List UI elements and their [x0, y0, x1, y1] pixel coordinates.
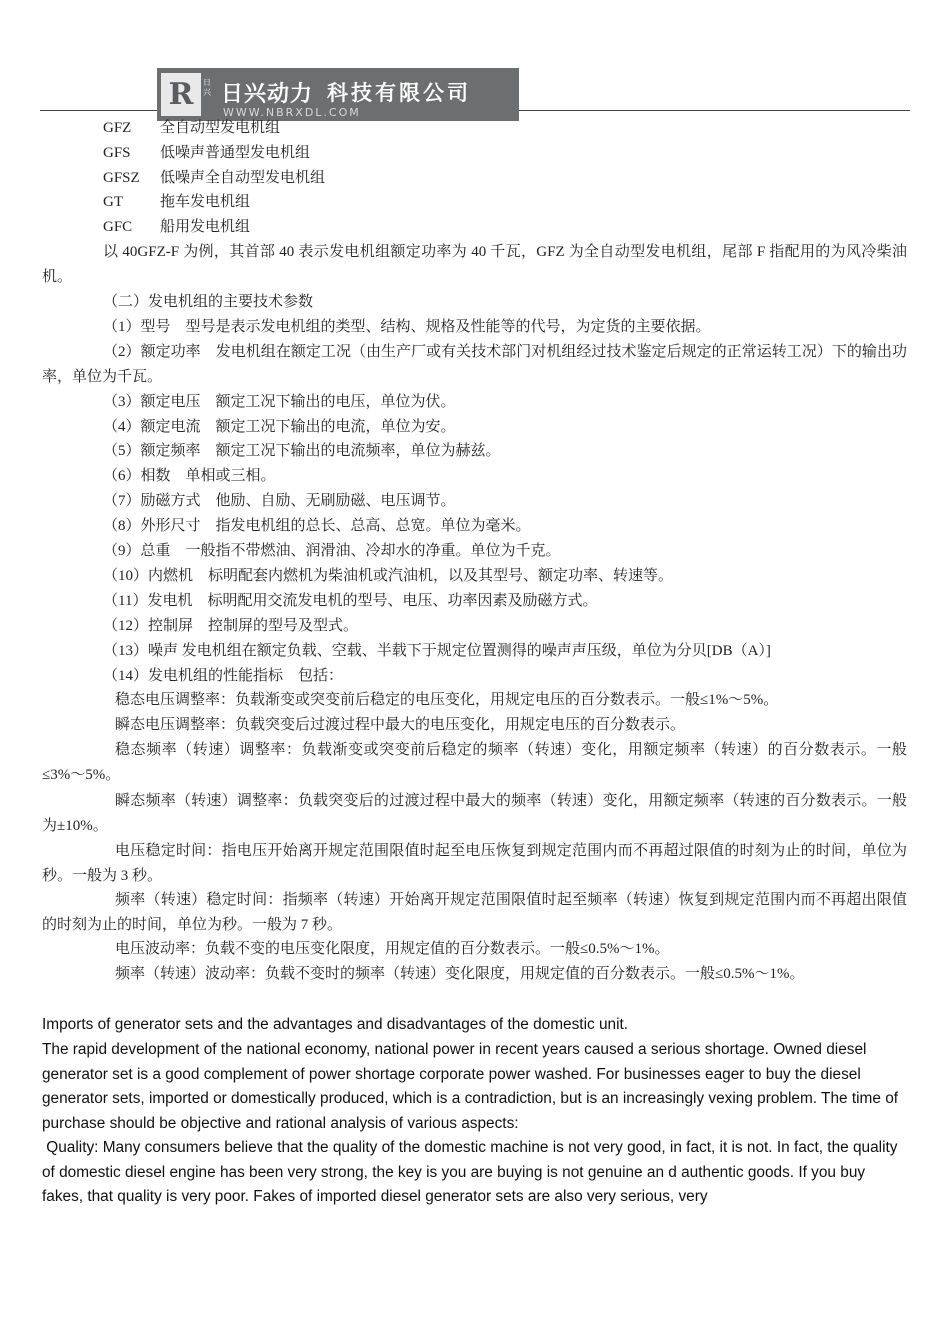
type-desc: 全自动型发电机组	[160, 120, 281, 136]
performance-metric: 瞬态频率（转速）调整率：负载突变后的过渡过程中最大的频率（转速）变化，用额定频率（转速的百分数表示。一般为±10%。	[42, 793, 907, 834]
performance-metric: 瞬态电压调整率：负载突变后过渡过程中最大的电压变化，用规定电压的百分数表示。	[115, 717, 686, 733]
type-desc: 拖车发电机组	[160, 194, 251, 210]
type-code: GFC	[103, 219, 133, 235]
param-item: （6）相数 单相或三相。	[103, 468, 276, 484]
param-item: （2）额定功率 发电机组在额定工况（由生产厂或有关技术部门对机组经过技术鉴定后规定的正常运转工况）下的输出功率，单位为千瓦。	[42, 344, 907, 385]
performance-metric: 电压稳定时间：指电压开始离开规定范围限值时起至电压恢复到规定范围内而不再超过限值的时刻为止的时间，单位为秒。一般为 3 秒。	[42, 843, 907, 884]
type-row	[103, 168, 325, 188]
param-item: （3）额定电压 额定工况下输出的电压，单位为伏。	[103, 394, 456, 410]
logo-url: WWW.NBRXDL.COM	[223, 106, 361, 119]
english-title: Imports of generator sets and the advantages and disadvantages of the domestic unit.	[42, 1016, 629, 1033]
logo-mark: R	[161, 73, 201, 116]
type-code: GT	[103, 194, 123, 210]
logo-brand-name: 日兴动力	[221, 82, 314, 107]
type-code: GFSZ	[103, 170, 140, 186]
type-row	[103, 217, 250, 237]
type-desc: 船用发电机组	[160, 219, 251, 235]
param-item: （12）控制屏 控制屏的型号及型式。	[103, 618, 359, 634]
company-logo	[157, 68, 519, 121]
type-code: GFZ	[103, 120, 132, 136]
section-title: （二）发电机组的主要技术参数	[103, 294, 314, 310]
type-row	[103, 143, 310, 163]
model-example-paragraph: 以 40GFZ-F 为例，其首部 40 表示发电机组额定功率为 40 千瓦，GFZ 为全自动型发电机组，尾部 F 指配用的为风冷柴油机。	[42, 244, 907, 285]
type-code: GFS	[103, 145, 131, 161]
performance-metric: 稳态频率（转速）调整率：负载渐变或突变前后稳定的频率（转速）变化，用额定频率（转速）的百分数表示。一般≤3%～5%。	[42, 742, 907, 783]
type-desc: 低噪声全自动型发电机组	[160, 170, 326, 186]
param-item: （5）额定频率 额定工况下输出的电流频率，单位为赫兹。	[103, 443, 501, 459]
performance-metric: 电压波动率：负载不变的电压变化限度，用规定值的百分数表示。一般≤0.5%～1%。	[115, 941, 670, 957]
param-item: （14）发电机组的性能指标 包括：	[103, 668, 344, 684]
param-item: （9）总重 一般指不带燃油、润滑油、冷却水的净重。单位为千克。	[103, 543, 561, 559]
param-item: （7）励磁方式 他励、自励、无刷励磁、电压调节。	[103, 493, 456, 509]
param-item: （11）发电机 标明配用交流发电机的型号、电压、功率因素及励磁方式。	[103, 593, 598, 609]
param-item: （1）型号 型号是表示发电机组的类型、结构、规格及性能等的代号，为定货的主要依据。	[103, 319, 711, 335]
logo-company-suffix: 科技有限公司	[327, 81, 471, 105]
param-item: （10）内燃机 标明配套内燃机为柴油机或汽油机，以及其型号、额定功率、转速等。	[103, 568, 674, 584]
english-paragraph: The rapid development of the national economy, national power in recent years caused a serious shortage. Owned diesel generator set is a good complement of power shortage corporate power washed. For businesses eager to buy the diesel generator sets, imported or domestically produced, which is a contradiction, but is an increasingly vexing problem. The time of purchase should be objective and rational analysis of various aspects:	[42, 1041, 899, 1132]
type-desc: 低噪声普通型发电机组	[160, 145, 311, 161]
type-row	[103, 192, 250, 212]
performance-metric: 频率（转速）波动率：负载不变时的频率（转速）变化限度，用规定值的百分数表示。一般≤0.5%～1%。	[115, 966, 805, 982]
param-item: （8）外形尺寸 指发电机组的总长、总高、总宽。单位为毫米。	[103, 518, 531, 534]
param-item: （13）噪声 发电机组在额定负载、空载、半载下于规定位置测得的噪声声压级，单位为分贝[DB（A）]	[103, 643, 771, 659]
english-paragraph: Quality: Many consumers believe that the quality of the domestic machine is not very good, in fact, it is not. In fact, the quality of domestic diesel engine has been very strong, the key is you are buying is not genuine an d authentic goods. If you buy fakes, that quality is very poor. Fakes of imported diesel generator sets are also very serious, very	[42, 1139, 902, 1205]
performance-metric: 稳态电压调整率：负载渐变或突变前后稳定的电压变化，用规定电压的百分数表示。一般≤1%～5%。	[115, 692, 779, 708]
type-row	[103, 118, 280, 138]
logo-mark-text: 日兴	[203, 78, 211, 97]
performance-metric: 频率（转速）稳定时间：指频率（转速）开始离开规定范围限值时起至频率（转速）恢复到规定范围内而不再超出限值的时刻为止的时间，单位为秒。一般为 7 秒。	[42, 892, 907, 933]
param-item: （4）额定电流 额定工况下输出的电流，单位为安。	[103, 419, 456, 435]
